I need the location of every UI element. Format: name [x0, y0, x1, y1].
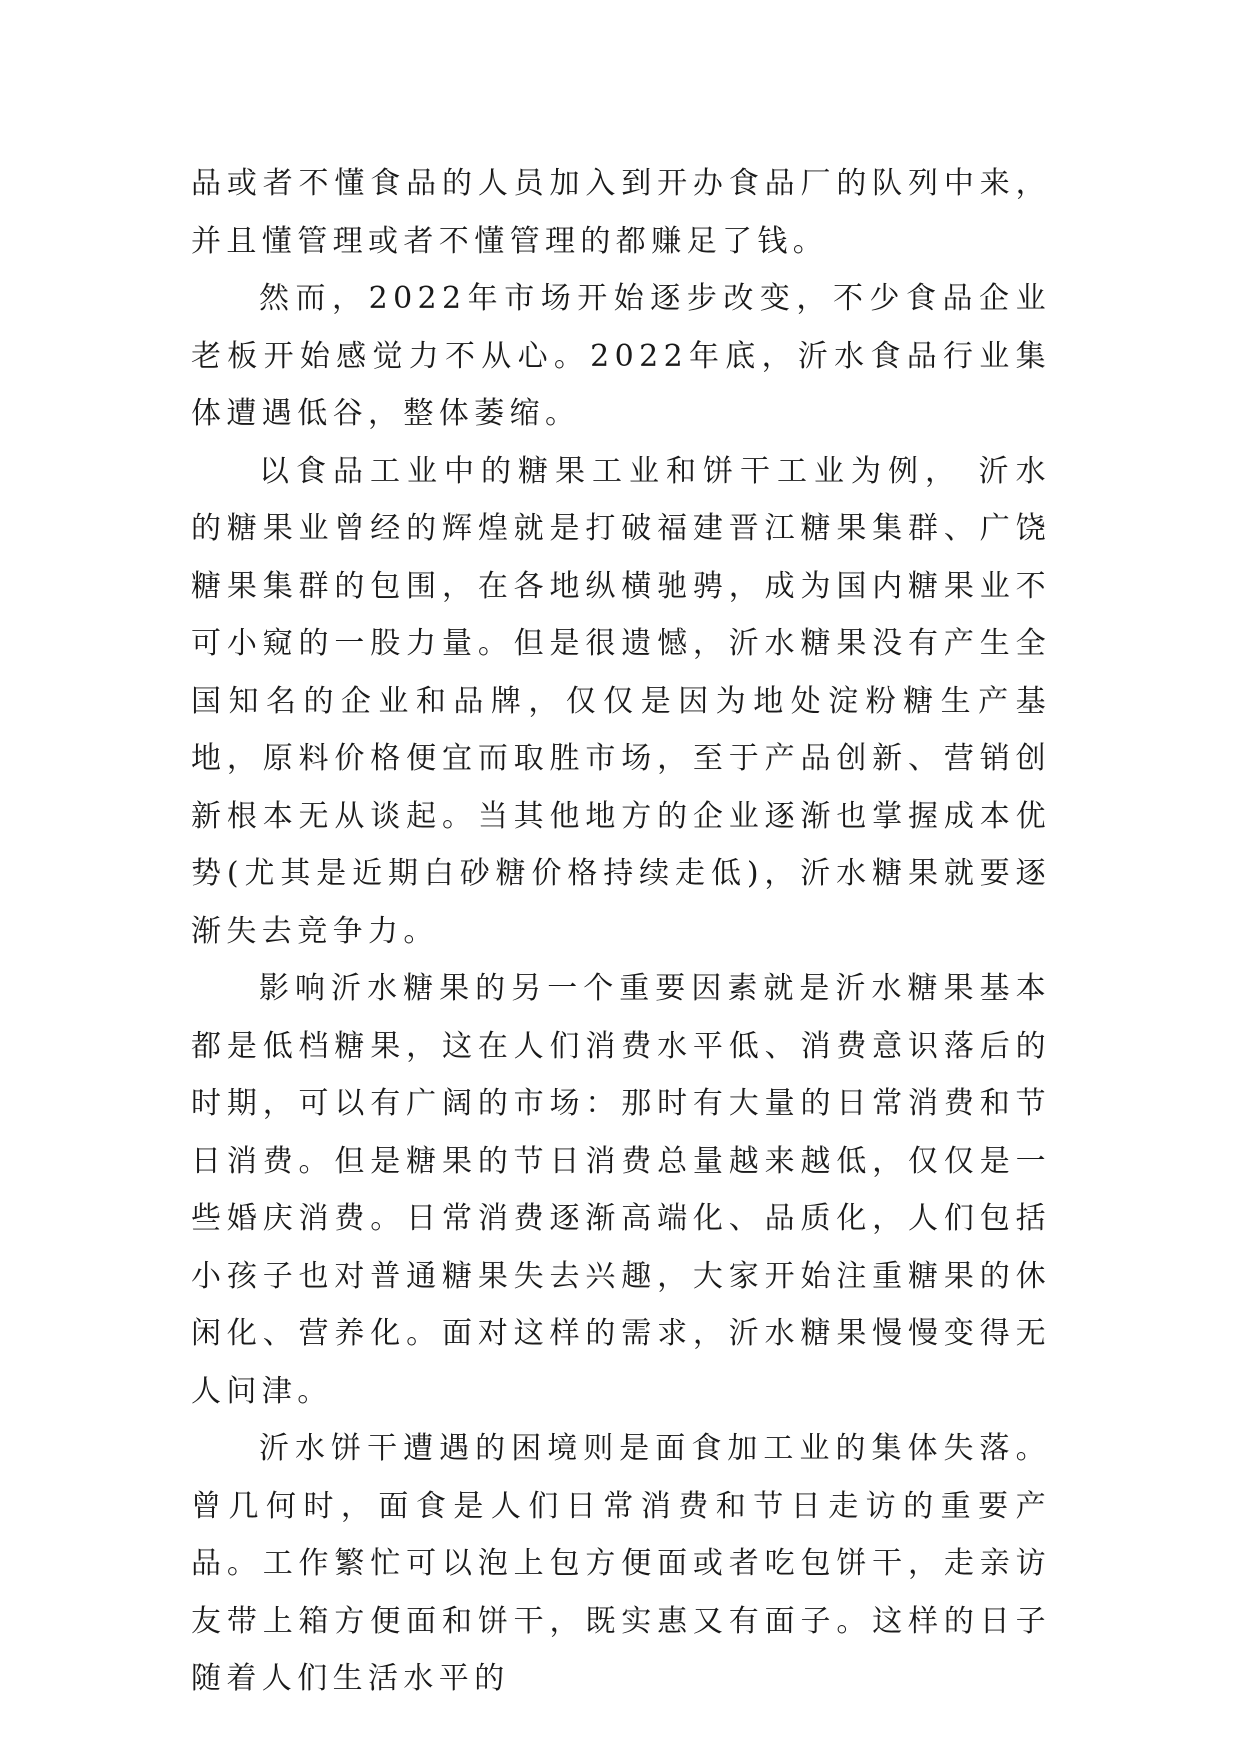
document-body [191, 155, 1051, 1708]
paragraph-candy-biscuit-industry: 以食品工业中的糖果工业和饼干工业为例， 沂水的糖果业曾经的辉煌就是打破福建晋江糖果集群、广饶糖果集群的包围，在各地纵横驰骋，成为国内糖果业不可小窥的一股力量。但是很遗憾，沂水糖果没有产生全国知名的企业和品牌，仅仅是因为地处淀粉糖生产基地，原料价格便宜而取胜市场，至于产品创新、营销创新根本无从谈起。当其他地方的企业逐渐也掌握成本优势(尤其是近期白砂糖价格持续走低)，沂水糖果就要逐渐失去竞争力。 [191, 453, 1051, 949]
paragraph-biscuit-dilemma: 沂水饼干遭遇的困境则是面食加工业的集体失落。曾几何时，面食是人们日常消费和节日走访的重要产品。工作繁忙可以泡上包方便面或者吃包饼干，走亲访友带上箱方便面和饼干，既实惠又有面子。这样的日子随着人们生活水平的 [191, 1431, 1051, 1696]
paragraph-low-end-candy: 影响沂水糖果的另一个重要因素就是沂水糖果基本都是低档糖果，这在人们消费水平低、消费意识落后的时期，可以有广阔的市场：那时有大量的日常消费和节日消费。但是糖果的节日消费总量越来越低，仅仅是一些婚庆消费。日常消费逐渐高端化、品质化，人们包括小孩子也对普通糖果失去兴趣，大家开始注重糖果的休闲化、营养化。面对这样的需求，沂水糖果慢慢变得无人问津。 [191, 971, 1051, 1409]
paragraph-continuation: 品或者不懂食品的人员加入到开办食品厂的队列中来，并且懂管理或者不懂管理的都赚足了钱。 [191, 166, 1051, 259]
paragraph-2022-market-change: 然而，2022年市场开始逐步改变，不少食品企业老板开始感觉力不从心。2022年底，沂水食品行业集体遭遇低谷，整体萎缩。 [191, 281, 1051, 431]
